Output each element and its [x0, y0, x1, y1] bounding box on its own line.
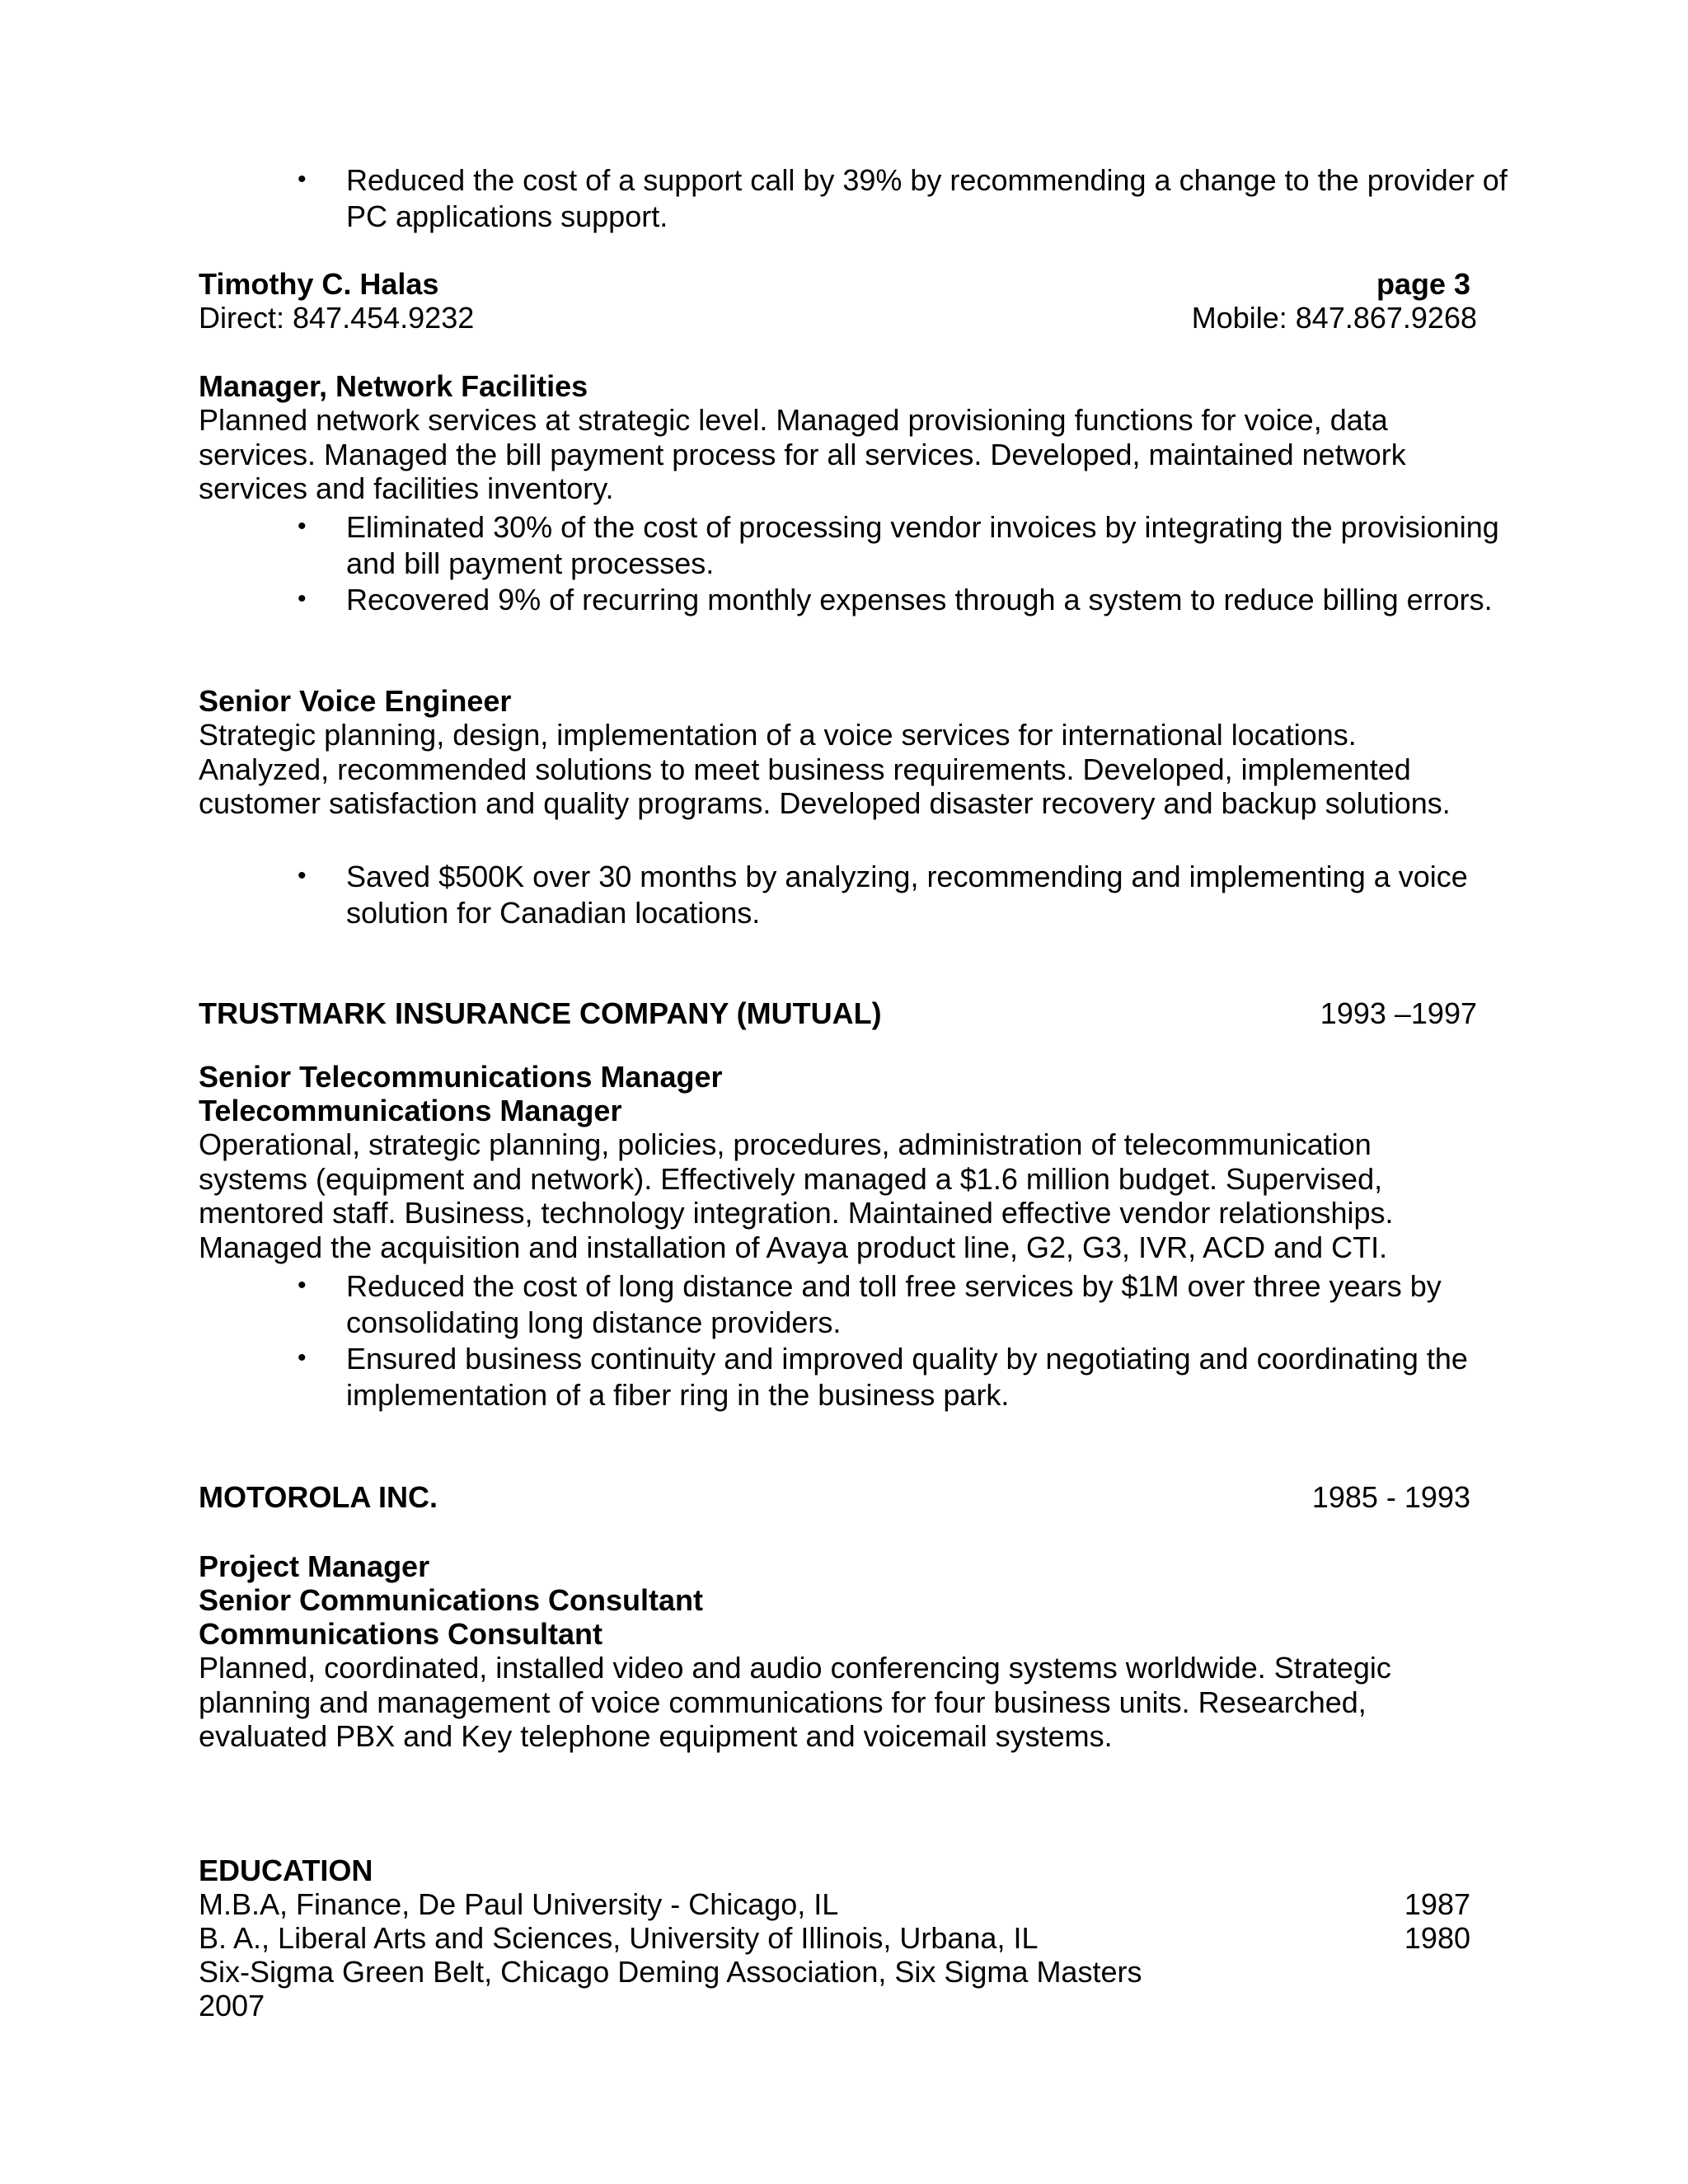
page-number: page 3	[1376, 267, 1470, 301]
bullet-icon: •	[298, 1344, 307, 1371]
bullet-text: Eliminated 30% of the cost of processing vendor invoices by integrating the provisioning and bill payment processes.	[346, 510, 1499, 580]
employment-years: 1993 –1997	[1320, 996, 1477, 1030]
degree-year: 1987	[1404, 1887, 1470, 1921]
bullet-icon: •	[298, 513, 307, 540]
job-description: Operational, strategic planning, policies, procedures, administration of telecommunication systems (equipment and network). Effectively managed a $1.6 million budget. Supervised, mentored staff. Business, technology integration. Maintained effective vendor relationships. Managed the acquisition and installation of Avaya product line, G2, G3, IVR, ACD and CTI.	[199, 1127, 1394, 1264]
job-title: Senior Voice Engineer	[199, 684, 512, 718]
company-name: TRUSTMARK INSURANCE COMPANY (MUTUAL)	[199, 996, 882, 1030]
job-title: Senior Communications Consultant	[199, 1583, 704, 1617]
bullet-text: Reduced the cost of long distance and toll free services by $1M over three years by consolidating long distance providers.	[346, 1269, 1442, 1339]
certification-year: 2007	[199, 1989, 265, 2022]
bullet-icon: •	[298, 585, 307, 612]
job-description: Planned network services at strategic level. Managed provisioning functions for voice, data services. Managed the bill payment process for all services. Developed, maintained network services and facilities inventory.	[199, 403, 1406, 505]
bullet-text: Recovered 9% of recurring monthly expenses through a system to reduce billing errors.	[346, 583, 1493, 616]
employment-years: 1985 - 1993	[1311, 1480, 1470, 1514]
degree-entry: B. A., Liberal Arts and Sciences, University of Illinois, Urbana, IL	[199, 1921, 1039, 1955]
bullet-icon: •	[298, 862, 307, 889]
bullet-icon: •	[298, 166, 307, 193]
job-title: Project Manager	[199, 1549, 430, 1583]
direct-phone: Direct: 847.454.9232	[199, 301, 475, 335]
bullet-icon: •	[298, 1272, 307, 1299]
bullet-text: Ensured business continuity and improved quality by negotiating and coordinating the implementation of a fiber ring in the business park.	[346, 1342, 1468, 1412]
job-title: Communications Consultant	[199, 1617, 603, 1651]
section-heading: EDUCATION	[199, 1854, 373, 1887]
degree-entry: M.B.A, Finance, De Paul University - Chicago, IL	[199, 1887, 839, 1921]
bullet-text: Saved $500K over 30 months by analyzing, recommending and implementing a voice solution for Canadian locations.	[346, 860, 1468, 930]
degree-year: 1980	[1404, 1921, 1470, 1955]
bullet-text: Reduced the cost of a support call by 39% by recommending a change to the provider of PC applications support.	[346, 163, 1507, 233]
company-name: MOTOROLA INC.	[199, 1480, 438, 1514]
job-description: Strategic planning, design, implementation of a voice services for international locations. Analyzed, recommended solutions to meet business requirements. Developed, implemented customer satisfaction and quality programs. Developed disaster recovery and backup solutions.	[199, 718, 1451, 820]
job-description: Planned, coordinated, installed video and audio conferencing systems worldwide. Strategic planning and management of voice communications for four business units. Researched, evaluated PBX and Key telephone equipment and voicemail systems.	[199, 1651, 1391, 1753]
job-title: Telecommunications Manager	[199, 1094, 622, 1127]
candidate-name: Timothy C. Halas	[199, 267, 439, 301]
job-title: Manager, Network Facilities	[199, 369, 588, 403]
mobile-phone: Mobile: 847.867.9268	[1191, 301, 1477, 335]
job-title: Senior Telecommunications Manager	[199, 1060, 723, 1094]
certification-entry: Six-Sigma Green Belt, Chicago Deming Association, Six Sigma Masters	[199, 1955, 1142, 1989]
